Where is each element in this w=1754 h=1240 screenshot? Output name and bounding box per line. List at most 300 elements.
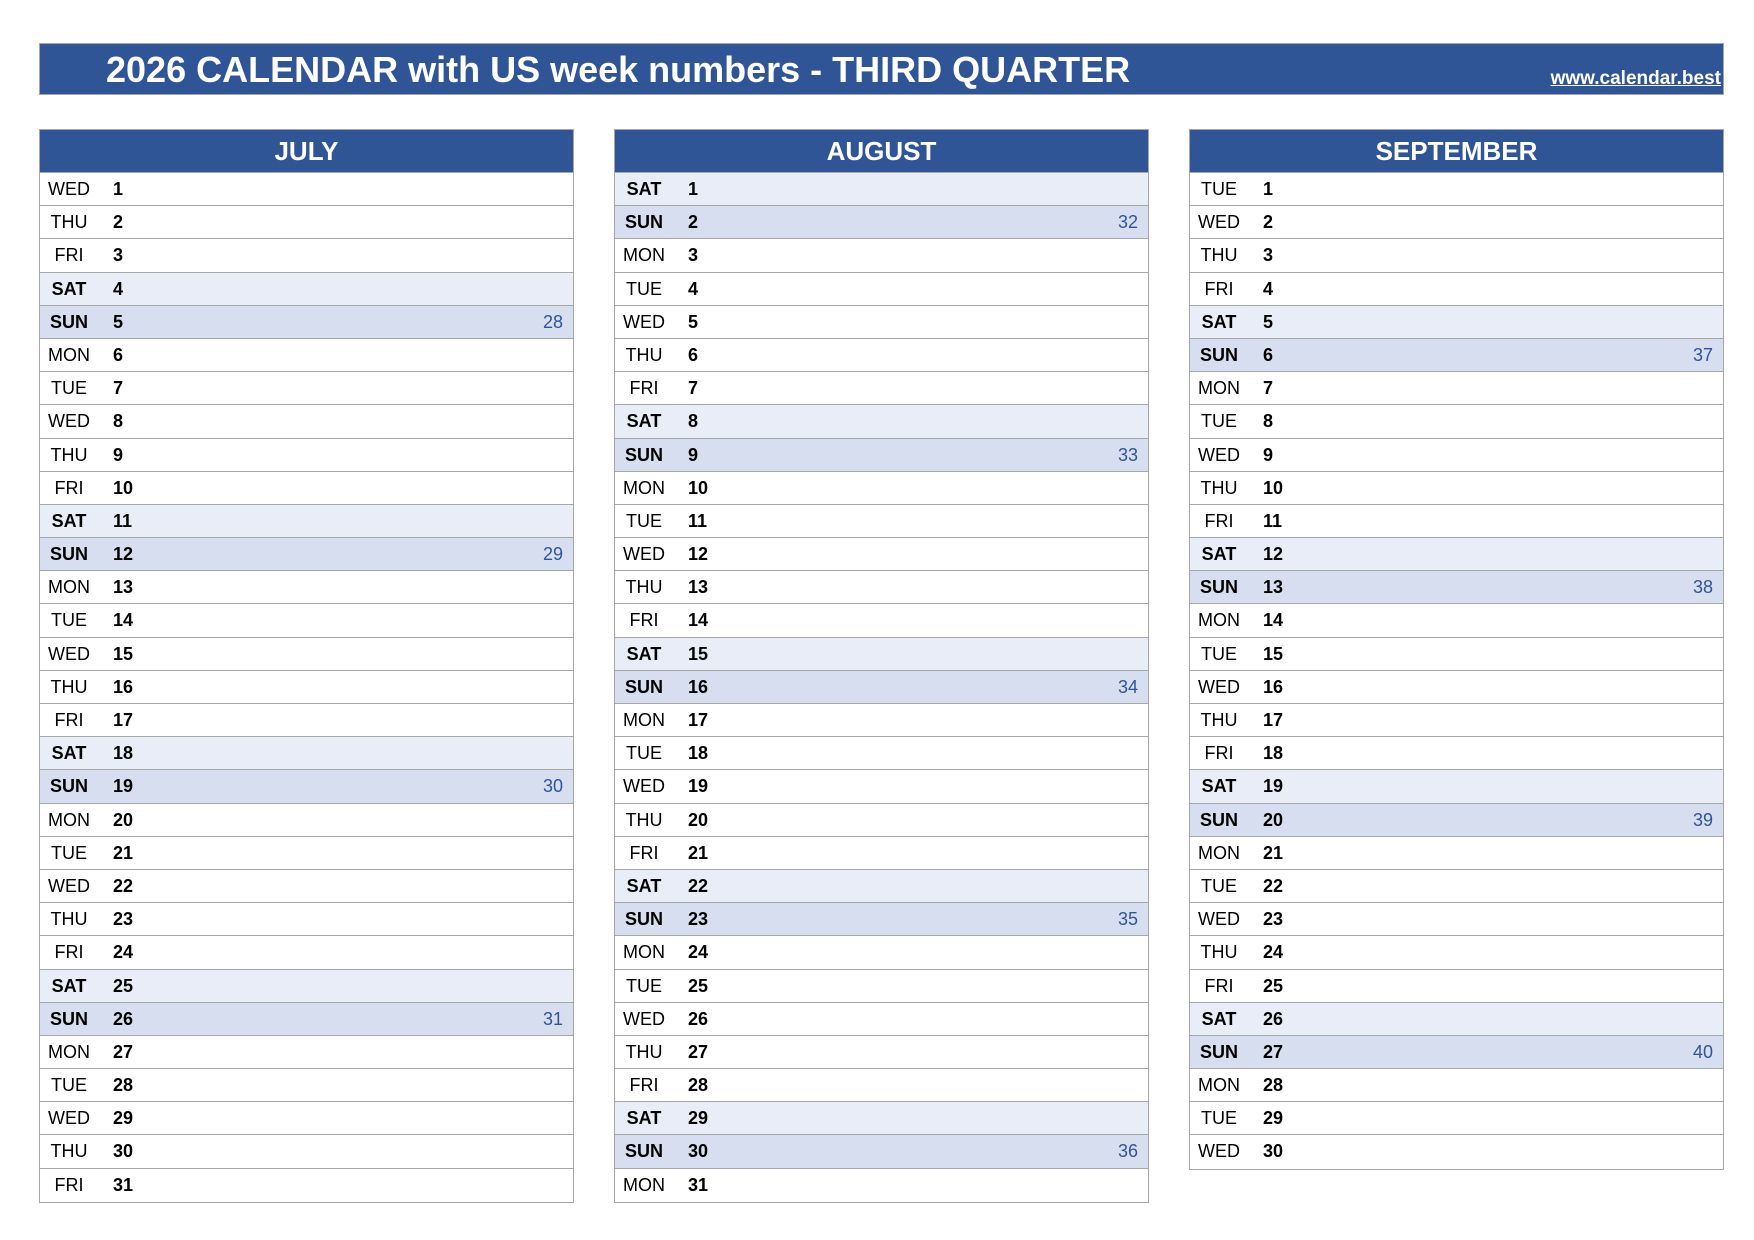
- day-row: [615, 770, 1148, 803]
- day-of-week: SUN: [624, 212, 663, 233]
- day-number: 31: [688, 1174, 709, 1195]
- day-of-week: TUE: [626, 743, 662, 764]
- day-number: 21: [1263, 842, 1284, 863]
- day-of-week: THU: [1200, 942, 1238, 963]
- week-number: 37: [1692, 344, 1713, 365]
- day-of-week: THU: [50, 676, 88, 697]
- day-number: 1: [113, 179, 124, 199]
- day-number: 8: [113, 411, 124, 432]
- day-of-week: TUE: [626, 975, 662, 996]
- day-of-week: WED: [48, 875, 90, 896]
- day-of-week: SAT: [51, 510, 87, 531]
- day-number: 19: [113, 776, 134, 797]
- day-row: [615, 870, 1148, 903]
- day-row: [615, 638, 1148, 671]
- day-of-week: WED: [1198, 444, 1240, 465]
- day-number: 21: [113, 842, 134, 863]
- day-of-week: FRI: [629, 842, 659, 863]
- day-of-week: WED: [48, 411, 90, 432]
- day-of-week: FRI: [54, 477, 84, 498]
- day-of-week: WED: [1198, 909, 1240, 930]
- day-number: 27: [113, 1041, 134, 1062]
- day-of-week: WED: [1198, 212, 1240, 233]
- day-row: [615, 472, 1148, 505]
- month-july: [39, 129, 574, 1203]
- day-of-week: FRI: [1204, 278, 1234, 299]
- day-of-week: WED: [48, 1108, 90, 1129]
- day-number: 23: [688, 909, 709, 930]
- day-of-week: SAT: [51, 975, 87, 996]
- day-row: [40, 903, 573, 936]
- day-row: [615, 538, 1148, 571]
- day-row: [40, 505, 573, 538]
- day-row: [1190, 1135, 1723, 1168]
- day-number: 28: [1263, 1075, 1284, 1096]
- day-number: 24: [688, 942, 709, 963]
- day-of-week: WED: [623, 311, 665, 332]
- day-row: [40, 1102, 573, 1135]
- day-row: [1190, 439, 1723, 472]
- day-of-week: FRI: [54, 245, 84, 266]
- day-number: 20: [1263, 809, 1284, 830]
- day-number: 28: [113, 1075, 134, 1096]
- day-number: 26: [1263, 1008, 1284, 1029]
- day-of-week: MON: [48, 344, 90, 365]
- day-number: 2: [113, 212, 124, 233]
- day-row: [615, 173, 1148, 206]
- day-of-week: THU: [50, 909, 88, 930]
- day-of-week: TUE: [1201, 179, 1237, 199]
- day-list: [1190, 173, 1723, 1169]
- day-of-week: FRI: [1204, 743, 1234, 764]
- day-number: 23: [1263, 909, 1284, 930]
- day-of-week: SUN: [624, 1141, 663, 1162]
- day-of-week: SUN: [624, 676, 663, 697]
- day-of-week: SAT: [51, 278, 87, 299]
- day-number: 20: [688, 809, 709, 830]
- day-of-week: THU: [625, 809, 663, 830]
- day-row: [1190, 472, 1723, 505]
- day-row: [40, 405, 573, 438]
- day-number: 23: [113, 909, 134, 930]
- day-number: 3: [1263, 245, 1274, 266]
- day-number: 25: [1263, 975, 1284, 996]
- day-of-week: SAT: [51, 743, 87, 764]
- day-of-week: TUE: [51, 378, 87, 399]
- day-row: [40, 372, 573, 405]
- day-number: 3: [688, 245, 699, 266]
- day-row: [1190, 372, 1723, 405]
- day-row: [1190, 870, 1723, 903]
- day-of-week: SAT: [626, 1108, 662, 1129]
- day-row: [1190, 837, 1723, 870]
- day-of-week: WED: [623, 544, 665, 565]
- day-of-week: WED: [48, 179, 90, 199]
- week-number: 36: [1117, 1141, 1138, 1162]
- week-number: 29: [542, 544, 563, 565]
- day-row: [615, 372, 1148, 405]
- day-number: 13: [688, 577, 709, 598]
- day-row: [1190, 571, 1723, 604]
- day-number: 20: [113, 809, 134, 830]
- day-of-week: FRI: [629, 610, 659, 631]
- month-header: SEPTEMBER: [1190, 130, 1723, 173]
- day-of-week: THU: [625, 1041, 663, 1062]
- day-of-week: WED: [1198, 1141, 1240, 1162]
- day-row: [40, 1169, 573, 1202]
- page-title: 2026 CALENDAR with US week numbers - THIRD QUARTER: [106, 49, 1131, 90]
- day-number: 21: [688, 842, 709, 863]
- day-number: 10: [688, 477, 709, 498]
- day-row: [615, 837, 1148, 870]
- day-number: 22: [1263, 875, 1284, 896]
- day-number: 10: [113, 477, 134, 498]
- day-of-week: TUE: [1201, 411, 1237, 432]
- day-of-week: FRI: [54, 1174, 84, 1195]
- day-number: 5: [1263, 311, 1274, 332]
- day-number: 19: [688, 776, 709, 797]
- day-of-week: TUE: [1201, 875, 1237, 896]
- day-number: 12: [688, 544, 709, 565]
- day-number: 9: [113, 444, 124, 465]
- day-number: 24: [113, 942, 134, 963]
- day-number: 11: [688, 510, 708, 531]
- day-of-week: SAT: [626, 875, 662, 896]
- month-header: AUGUST: [615, 130, 1148, 173]
- day-number: 5: [113, 311, 124, 332]
- day-number: 22: [113, 875, 134, 896]
- day-number: 4: [1263, 278, 1274, 299]
- day-number: 11: [113, 510, 133, 531]
- day-of-week: SAT: [626, 179, 662, 199]
- day-list: [615, 173, 1148, 1202]
- day-of-week: SAT: [626, 643, 662, 664]
- day-of-week: MON: [623, 710, 665, 730]
- day-of-week: SUN: [624, 444, 663, 465]
- day-number: 29: [113, 1108, 134, 1129]
- day-row: [40, 804, 573, 837]
- day-row: [615, 505, 1148, 538]
- day-number: 10: [1263, 477, 1284, 498]
- day-row: [615, 1102, 1148, 1135]
- day-number: 6: [113, 344, 124, 365]
- day-row: [615, 604, 1148, 637]
- day-number: 28: [688, 1075, 709, 1096]
- day-row: [40, 339, 573, 372]
- day-of-week: MON: [48, 577, 90, 598]
- day-row: [615, 405, 1148, 438]
- day-number: 26: [688, 1008, 709, 1029]
- day-number: 8: [688, 411, 699, 432]
- day-row: [1190, 1069, 1723, 1102]
- day-of-week: SAT: [1201, 1008, 1237, 1029]
- day-of-week: WED: [48, 643, 90, 664]
- day-number: 2: [688, 212, 699, 233]
- day-row: [40, 1069, 573, 1102]
- day-number: 3: [113, 245, 124, 266]
- day-of-week: SUN: [1199, 577, 1238, 598]
- day-of-week: MON: [48, 809, 90, 830]
- day-row: [40, 936, 573, 969]
- day-row: [40, 770, 573, 803]
- day-row: [1190, 638, 1723, 671]
- day-number: 18: [1263, 743, 1284, 764]
- day-row: [40, 737, 573, 770]
- day-number: 17: [688, 710, 709, 730]
- week-number: 40: [1692, 1041, 1713, 1062]
- website-link[interactable]: www.calendar.best: [1550, 68, 1721, 89]
- day-of-week: SUN: [1199, 1041, 1238, 1062]
- day-of-week: SUN: [624, 909, 663, 930]
- day-row: [615, 273, 1148, 306]
- day-number: 8: [1263, 411, 1274, 432]
- day-of-week: THU: [1200, 477, 1238, 498]
- day-of-week: THU: [1200, 710, 1238, 730]
- day-row: [1190, 273, 1723, 306]
- day-of-week: SUN: [49, 776, 88, 797]
- day-row: [1190, 704, 1723, 737]
- day-number: 30: [113, 1141, 134, 1162]
- day-of-week: FRI: [1204, 510, 1234, 531]
- day-row: [1190, 1003, 1723, 1036]
- day-row: [615, 1036, 1148, 1069]
- day-row: [615, 936, 1148, 969]
- day-row: [40, 1036, 573, 1069]
- week-number: 30: [542, 776, 563, 797]
- day-number: 2: [1263, 212, 1274, 233]
- day-number: 30: [1263, 1141, 1284, 1162]
- day-row: [40, 1003, 573, 1036]
- day-of-week: SUN: [49, 1008, 88, 1029]
- day-number: 16: [1263, 676, 1284, 697]
- day-of-week: SUN: [49, 544, 88, 565]
- day-row: [40, 970, 573, 1003]
- week-number: 31: [542, 1008, 563, 1029]
- day-number: 18: [113, 743, 134, 764]
- day-of-week: WED: [623, 776, 665, 797]
- day-number: 16: [113, 676, 134, 697]
- day-row: [615, 970, 1148, 1003]
- day-of-week: THU: [50, 1141, 88, 1162]
- day-number: 25: [688, 975, 709, 996]
- day-of-week: SAT: [1201, 776, 1237, 797]
- day-number: 14: [688, 610, 709, 631]
- day-row: [40, 538, 573, 571]
- week-number: 39: [1692, 809, 1713, 830]
- day-number: 7: [688, 378, 699, 399]
- day-row: [615, 704, 1148, 737]
- day-number: 9: [688, 444, 699, 465]
- day-number: 12: [113, 544, 134, 565]
- day-row: [40, 1135, 573, 1168]
- day-row: [1190, 671, 1723, 704]
- day-of-week: WED: [1198, 676, 1240, 697]
- day-of-week: TUE: [1201, 1108, 1237, 1129]
- day-number: 16: [688, 676, 709, 697]
- month-september: [1189, 129, 1724, 1170]
- day-number: 1: [688, 179, 699, 199]
- day-number: 18: [688, 743, 709, 764]
- day-of-week: MON: [623, 477, 665, 498]
- day-row: [1190, 903, 1723, 936]
- day-number: 26: [113, 1008, 134, 1029]
- day-row: [1190, 538, 1723, 571]
- day-of-week: TUE: [1201, 643, 1237, 664]
- day-row: [615, 206, 1148, 239]
- day-number: 15: [1263, 643, 1284, 664]
- week-number: 34: [1117, 676, 1138, 697]
- week-number: 28: [542, 311, 563, 332]
- day-row: [615, 903, 1148, 936]
- day-of-week: FRI: [629, 1075, 659, 1096]
- day-number: 29: [1263, 1108, 1284, 1129]
- day-row: [1190, 173, 1723, 206]
- day-row: [615, 439, 1148, 472]
- day-number: 25: [113, 975, 134, 996]
- day-row: [1190, 770, 1723, 803]
- day-row: [40, 306, 573, 339]
- day-row: [40, 273, 573, 306]
- day-number: 19: [1263, 776, 1284, 797]
- day-of-week: THU: [50, 444, 88, 465]
- day-of-week: SUN: [1199, 344, 1238, 365]
- day-row: [1190, 206, 1723, 239]
- day-number: 14: [113, 610, 134, 631]
- day-number: 30: [688, 1141, 709, 1162]
- day-row: [1190, 306, 1723, 339]
- day-row: [40, 604, 573, 637]
- day-number: 7: [113, 378, 124, 399]
- day-of-week: MON: [1198, 1075, 1240, 1096]
- day-of-week: MON: [1198, 610, 1240, 631]
- day-number: 27: [688, 1041, 709, 1062]
- day-row: [615, 804, 1148, 837]
- day-number: 9: [1263, 444, 1274, 465]
- day-of-week: FRI: [629, 378, 659, 399]
- week-number: 38: [1692, 577, 1713, 598]
- day-row: [40, 472, 573, 505]
- day-of-week: FRI: [54, 942, 84, 963]
- day-number: 6: [688, 344, 699, 365]
- day-row: [1190, 339, 1723, 372]
- day-number: 4: [113, 278, 124, 299]
- day-of-week: MON: [1198, 842, 1240, 863]
- day-row: [40, 671, 573, 704]
- day-of-week: TUE: [51, 842, 87, 863]
- day-number: 22: [688, 875, 709, 896]
- day-row: [1190, 405, 1723, 438]
- day-row: [615, 306, 1148, 339]
- month-august: [614, 129, 1149, 1203]
- day-number: 4: [688, 278, 699, 299]
- day-of-week: SUN: [49, 311, 88, 332]
- day-row: [1190, 936, 1723, 969]
- day-row: [1190, 970, 1723, 1003]
- day-row: [615, 339, 1148, 372]
- day-row: [615, 239, 1148, 272]
- day-of-week: TUE: [51, 610, 87, 631]
- day-row: [1190, 1102, 1723, 1135]
- title-banner: [39, 43, 1724, 95]
- day-number: 17: [113, 710, 134, 730]
- day-row: [1190, 737, 1723, 770]
- day-of-week: MON: [1198, 378, 1240, 399]
- day-of-week: FRI: [1204, 975, 1234, 996]
- day-number: 13: [113, 577, 134, 598]
- day-row: [40, 206, 573, 239]
- day-number: 11: [1263, 510, 1283, 531]
- day-of-week: FRI: [54, 710, 84, 730]
- day-number: 6: [1263, 344, 1274, 365]
- day-number: 13: [1263, 577, 1284, 598]
- day-of-week: THU: [625, 344, 663, 365]
- day-of-week: MON: [623, 245, 665, 266]
- day-of-week: THU: [1200, 245, 1238, 266]
- day-row: [615, 1169, 1148, 1202]
- day-number: 1: [1263, 179, 1274, 199]
- day-row: [40, 571, 573, 604]
- day-of-week: SAT: [1201, 544, 1237, 565]
- day-row: [615, 671, 1148, 704]
- day-list: [40, 173, 573, 1202]
- day-row: [615, 737, 1148, 770]
- day-row: [40, 239, 573, 272]
- day-row: [40, 439, 573, 472]
- day-number: 29: [688, 1108, 709, 1129]
- week-number: 32: [1117, 212, 1138, 233]
- day-row: [615, 571, 1148, 604]
- day-row: [1190, 239, 1723, 272]
- day-row: [1190, 1036, 1723, 1069]
- day-number: 15: [113, 643, 134, 664]
- day-of-week: MON: [48, 1041, 90, 1062]
- day-row: [1190, 505, 1723, 538]
- day-of-week: TUE: [51, 1075, 87, 1096]
- day-of-week: THU: [625, 577, 663, 598]
- month-header: JULY: [40, 130, 573, 173]
- day-row: [1190, 604, 1723, 637]
- day-number: 15: [688, 643, 709, 664]
- day-row: [40, 870, 573, 903]
- day-number: 7: [1263, 378, 1274, 399]
- day-number: 24: [1263, 942, 1284, 963]
- week-number: 35: [1117, 909, 1138, 930]
- day-number: 17: [1263, 710, 1284, 730]
- day-of-week: SAT: [1201, 311, 1237, 332]
- day-of-week: WED: [623, 1008, 665, 1029]
- day-row: [615, 1003, 1148, 1036]
- day-number: 31: [113, 1174, 134, 1195]
- day-number: 14: [1263, 610, 1284, 631]
- day-row: [40, 837, 573, 870]
- day-row: [615, 1069, 1148, 1102]
- day-of-week: MON: [623, 1174, 665, 1195]
- day-row: [40, 173, 573, 206]
- week-number: 33: [1117, 444, 1138, 465]
- day-of-week: TUE: [626, 510, 662, 531]
- day-of-week: SAT: [626, 411, 662, 432]
- day-row: [1190, 804, 1723, 837]
- day-of-week: SUN: [1199, 809, 1238, 830]
- day-row: [40, 704, 573, 737]
- day-row: [615, 1135, 1148, 1168]
- day-of-week: MON: [623, 942, 665, 963]
- day-number: 27: [1263, 1041, 1284, 1062]
- day-number: 12: [1263, 544, 1284, 565]
- day-number: 5: [688, 311, 699, 332]
- day-of-week: THU: [50, 212, 88, 233]
- day-of-week: TUE: [626, 278, 662, 299]
